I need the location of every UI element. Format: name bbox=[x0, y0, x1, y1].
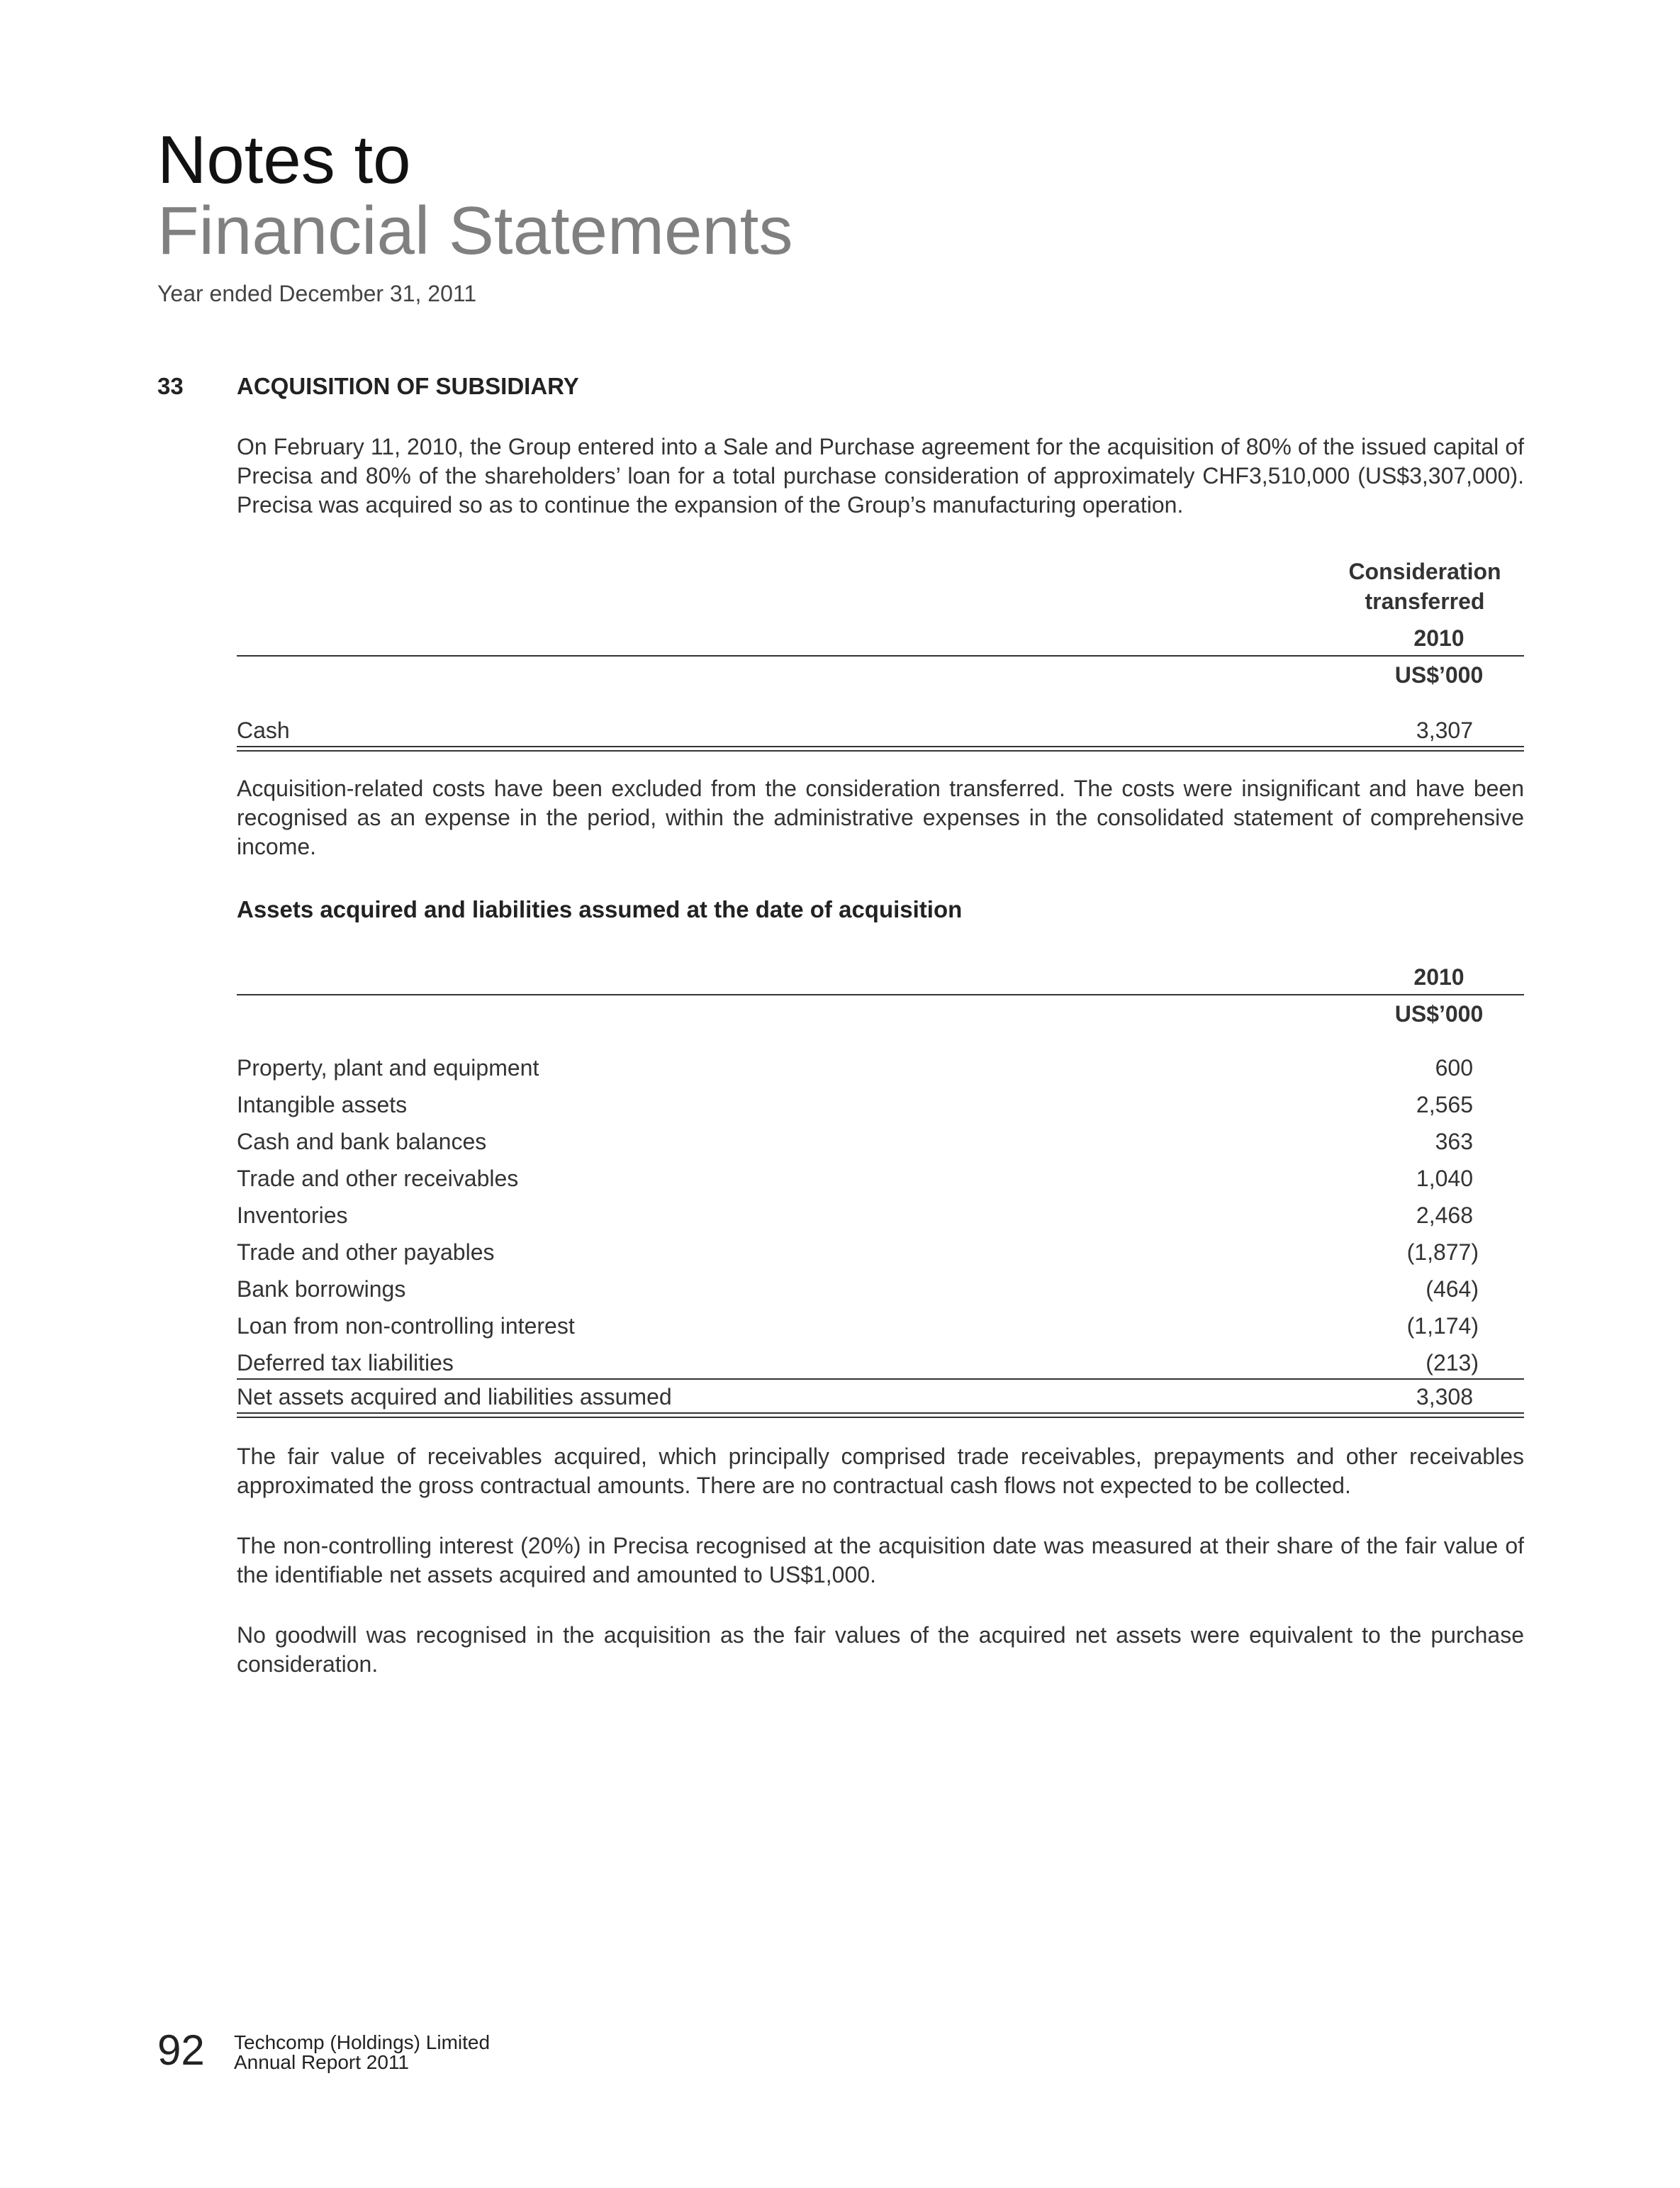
assets-total-row bbox=[237, 1378, 1524, 1415]
page-subtitle: Year ended December 31, 2011 bbox=[157, 281, 477, 306]
assets-total-rule-1 bbox=[237, 1412, 1524, 1414]
total-value: 3,308 bbox=[1416, 1384, 1473, 1410]
row-label: Trade and other receivables bbox=[237, 1166, 519, 1191]
consideration-year: 2010 bbox=[1413, 625, 1465, 651]
row-label: Cash and bank balances bbox=[237, 1129, 487, 1154]
table-row bbox=[237, 1271, 1524, 1307]
row-value: (213) bbox=[1426, 1350, 1479, 1375]
footer-report: Annual Report 2011 bbox=[234, 2051, 409, 2073]
consideration-total-rule-2 bbox=[237, 750, 1524, 752]
row-value: 2,565 bbox=[1416, 1092, 1473, 1117]
row-value: (1,877) bbox=[1406, 1239, 1479, 1265]
consideration-unit: US$’000 bbox=[1394, 662, 1484, 688]
assets-heading: Assets acquired and liabilities assumed at the date of acquisition bbox=[237, 896, 963, 922]
intro-paragraph: On February 11, 2010, the Group entered into a Sale and Purchase agreement for the acquisition of 80% of the issued capital of Precisa and 80% of the shareholders’ loan for a total purchase consideration of approximately CHF3,510,000 (US$3,307,000). Precisa was acquired so as to continue the expansion of the Group’s manufacturing operation. bbox=[237, 434, 1524, 518]
assets-unit: US$’000 bbox=[1394, 1001, 1484, 1027]
row-label: Cash bbox=[237, 718, 290, 743]
table-row bbox=[237, 1123, 1524, 1160]
table-row bbox=[237, 1234, 1524, 1271]
row-value: 363 bbox=[1435, 1129, 1473, 1154]
consideration-row-cash bbox=[237, 712, 1524, 749]
row-value: (1,174) bbox=[1406, 1313, 1479, 1339]
assets-total-rule-2 bbox=[237, 1417, 1524, 1418]
consideration-col-head-2: transferred bbox=[1365, 588, 1485, 614]
table-row bbox=[237, 1086, 1524, 1123]
table-row bbox=[237, 1344, 1524, 1381]
row-value: 1,040 bbox=[1416, 1166, 1473, 1191]
page-title-line2: Financial Statements bbox=[157, 193, 793, 269]
row-value: 600 bbox=[1435, 1055, 1473, 1081]
row-label: Inventories bbox=[237, 1202, 348, 1228]
row-label: Deferred tax liabilities bbox=[237, 1350, 454, 1375]
page-title-line1: Notes to bbox=[157, 122, 411, 198]
page-number: 92 bbox=[157, 2026, 205, 2074]
footer-company: Techcomp (Holdings) Limited bbox=[234, 2031, 491, 2053]
nci-paragraph: The non-controlling interest (20%) in Precisa recognised at the acquisition date was measured at their share of the fair value of the identifiable net assets acquired and amounted to US$1,000. bbox=[237, 1533, 1524, 1587]
row-value: 2,468 bbox=[1416, 1202, 1473, 1228]
table-row bbox=[237, 1307, 1524, 1344]
row-label: Loan from non-controlling interest bbox=[237, 1313, 575, 1339]
table-row bbox=[237, 1049, 1524, 1086]
receivables-paragraph: The fair value of receivables acquired, which principally comprised trade receivables, prepayments and other receivables approximated the gross contractual amounts. There are no contractual cash flows not expected to be collected. bbox=[237, 1444, 1524, 1498]
table-row bbox=[237, 1160, 1524, 1197]
consideration-header-rule bbox=[237, 655, 1524, 657]
row-value: 3,307 bbox=[1416, 718, 1473, 743]
row-label: Bank borrowings bbox=[237, 1276, 406, 1302]
section-title: ACQUISITION OF SUBSIDIARY bbox=[237, 373, 579, 399]
section-number: 33 bbox=[157, 373, 184, 399]
goodwill-paragraph: No goodwill was recognised in the acquisition as the fair values of the acquired net assets were equivalent to the purchase consideration. bbox=[237, 1622, 1524, 1677]
consideration-col-head-1: Consideration bbox=[1348, 559, 1501, 584]
table-row bbox=[237, 1197, 1524, 1234]
row-label: Trade and other payables bbox=[237, 1239, 495, 1265]
assets-year: 2010 bbox=[1413, 964, 1465, 990]
row-label: Property, plant and equipment bbox=[237, 1055, 539, 1081]
row-value: (464) bbox=[1426, 1276, 1479, 1302]
total-label: Net assets acquired and liabilities assumed bbox=[237, 1384, 672, 1410]
assets-header-rule bbox=[237, 994, 1524, 995]
costs-paragraph: Acquisition-related costs have been excluded from the consideration transferred. The costs were insignificant and have been recognised as an expense in the period, within the administrative expenses in the consolidated statement of comprehensive income. bbox=[237, 776, 1524, 859]
row-label: Intangible assets bbox=[237, 1092, 408, 1117]
consideration-total-rule-1 bbox=[237, 746, 1524, 747]
